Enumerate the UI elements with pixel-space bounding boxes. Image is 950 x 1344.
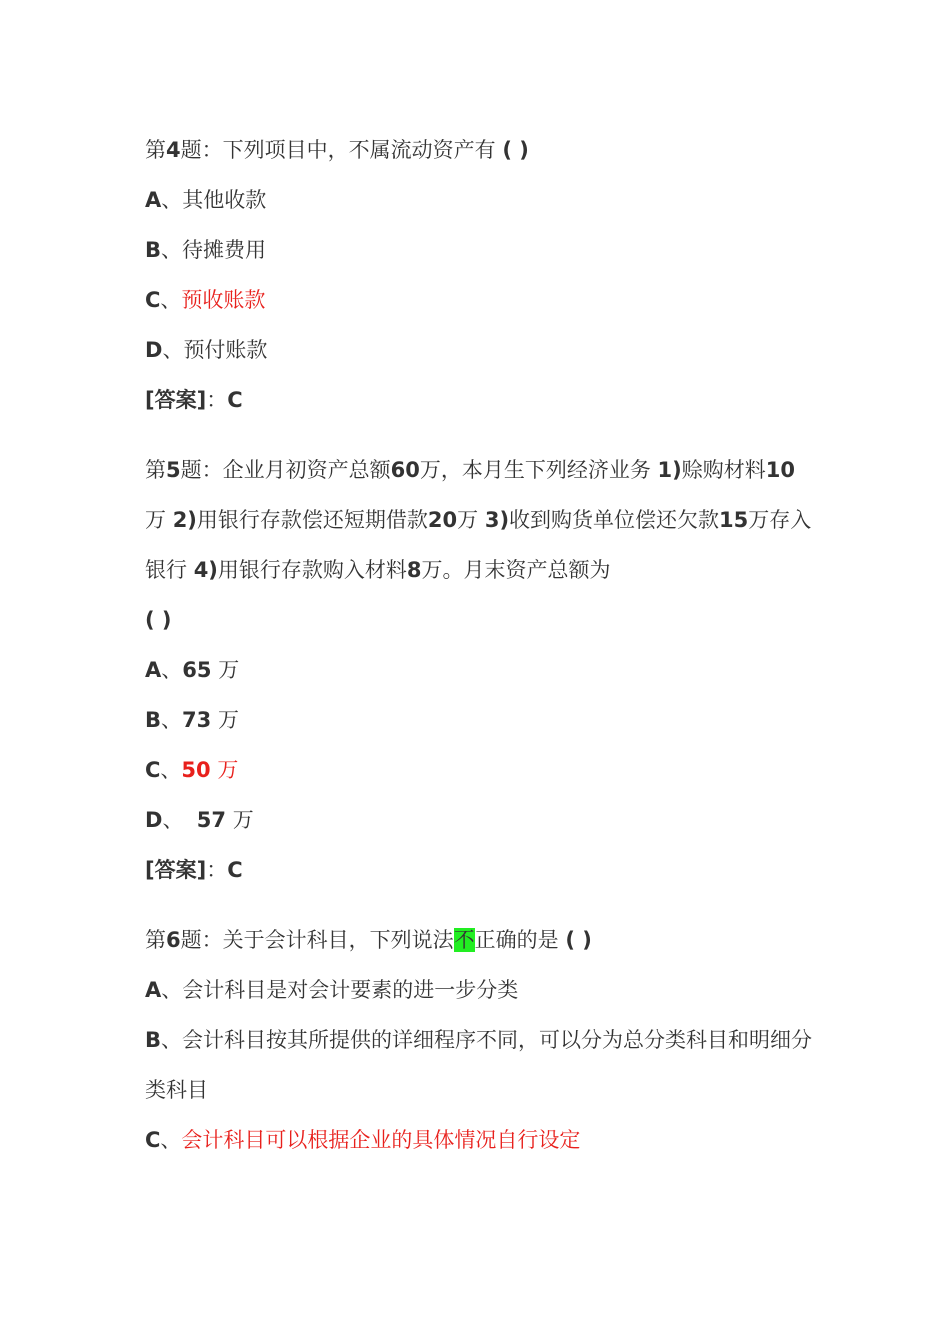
question-number: 6	[166, 928, 181, 952]
question-text: 下列项目中，不属流动资产有	[222, 138, 496, 162]
correct-option-value: 50	[181, 758, 211, 782]
question-5-answer: [答案]：C	[145, 858, 243, 882]
blank-paren: ( )	[502, 138, 529, 162]
question-6-stem: 第6题：关于会计科目，下列说法不正确的是 ( )	[145, 928, 592, 952]
question-6-option-a: A、会计科目是对会计要素的进一步分类	[145, 978, 519, 1002]
question-number: 5	[166, 458, 181, 482]
question-4-option-b: B、待摊费用	[145, 238, 267, 262]
question-5-option-c: C、50 万	[145, 758, 239, 782]
blank-paren: ( )	[145, 608, 172, 632]
question-number: 4	[166, 138, 181, 162]
correct-option-unit: 万	[217, 758, 239, 782]
question-4-stem: 第4题：下列项目中，不属流动资产有 ( )	[145, 138, 529, 162]
question-5-option-a: A、65 万	[145, 658, 240, 682]
question-5-option-d: D、 57 万	[145, 808, 254, 832]
question-4-option-c: C、预收账款	[145, 288, 266, 312]
correct-option-text: 会计科目可以根据企业的具体情况自行设定	[181, 1128, 581, 1152]
document-page	[145, 125, 815, 1165]
question-5-stem: 第5题：企业月初资产总额60万，本月生下列经济业务 1)赊购材料10万 2)用银行存款偿还短期借款20万 3)收到购货单位偿还欠款15万存入银行 4)用银行存款购入材料8万。月末资产总额为 ( )	[145, 458, 812, 632]
highlighted-word: 不	[453, 928, 475, 952]
question-4-option-a: A、其他收款	[145, 188, 267, 212]
question-6-option-b: B、会计科目按其所提供的详细程序不同，可以分为总分类科目和明细分类科目	[145, 1028, 813, 1102]
question-5-option-b: B、73 万	[145, 708, 239, 732]
question-4-answer: [答案]：C	[145, 388, 243, 412]
question-4-option-d: D、预付账款	[145, 338, 268, 362]
question-6-option-c: C、会计科目可以根据企业的具体情况自行设定	[145, 1128, 581, 1152]
correct-option-text: 预收账款	[181, 288, 266, 312]
blank-paren: ( )	[565, 928, 592, 952]
